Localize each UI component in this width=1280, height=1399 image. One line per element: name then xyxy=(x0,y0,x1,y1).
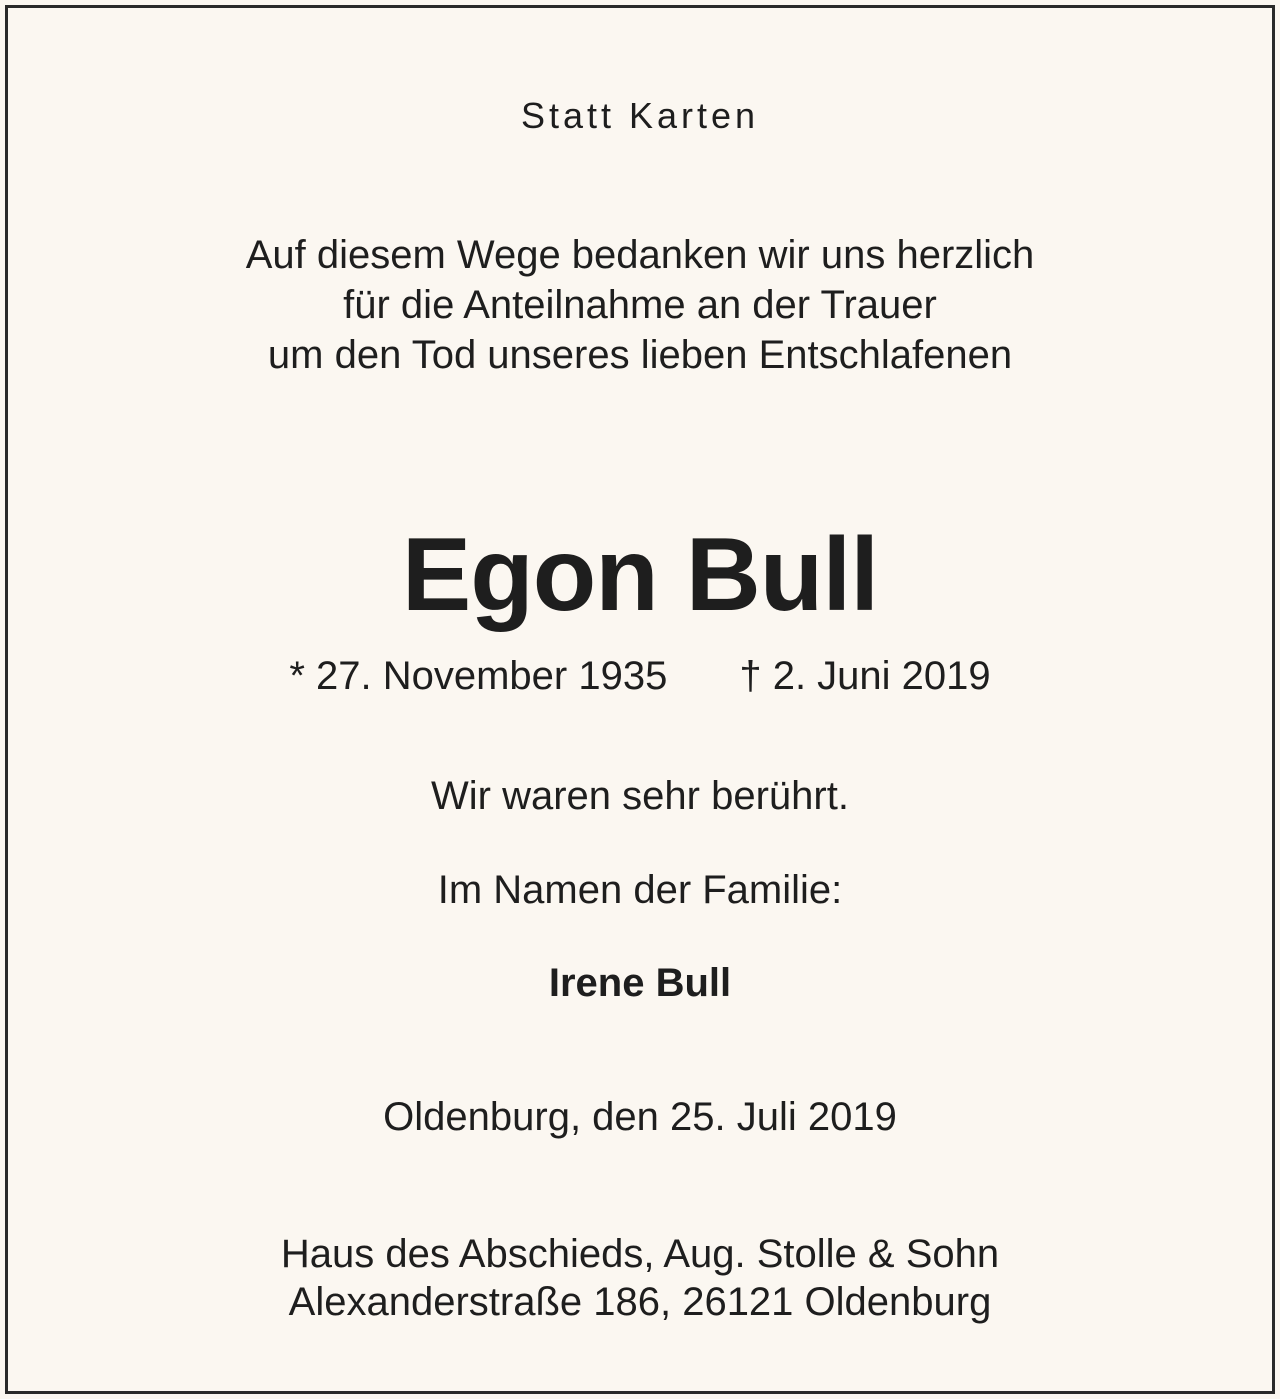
undertaker-line: Haus des Abschieds, Aug. Stolle & Sohn xyxy=(280,1232,1000,1276)
moved-line: Wir waren sehr berührt. xyxy=(431,774,849,818)
notice-heading: Statt Karten xyxy=(520,95,760,136)
notice-frame xyxy=(5,5,1275,1394)
thanks-line: Auf diesem Wege bedanken wir uns herzlich xyxy=(245,233,1035,277)
birth-date: * 27. November 1935 xyxy=(289,654,668,698)
thanks-text xyxy=(8,230,1272,380)
thanks-line: für die Anteilnahme an der Trauer xyxy=(343,283,937,327)
deceased-name: Egon Bull xyxy=(401,517,879,633)
undertaker-line: Alexanderstraße 186, 26121 Oldenburg xyxy=(288,1280,992,1324)
thanks-line: um den Tod unseres lieben Entschlafenen xyxy=(267,333,1013,377)
undertaker-info xyxy=(8,1230,1272,1326)
life-dates xyxy=(8,656,1272,696)
place-date: Oldenburg, den 25. Juli 2019 xyxy=(383,1095,897,1139)
family-line: Im Namen der Familie: xyxy=(437,868,843,912)
death-date: † 2. Juni 2019 xyxy=(739,654,991,698)
signer-name: Irene Bull xyxy=(548,961,732,1005)
